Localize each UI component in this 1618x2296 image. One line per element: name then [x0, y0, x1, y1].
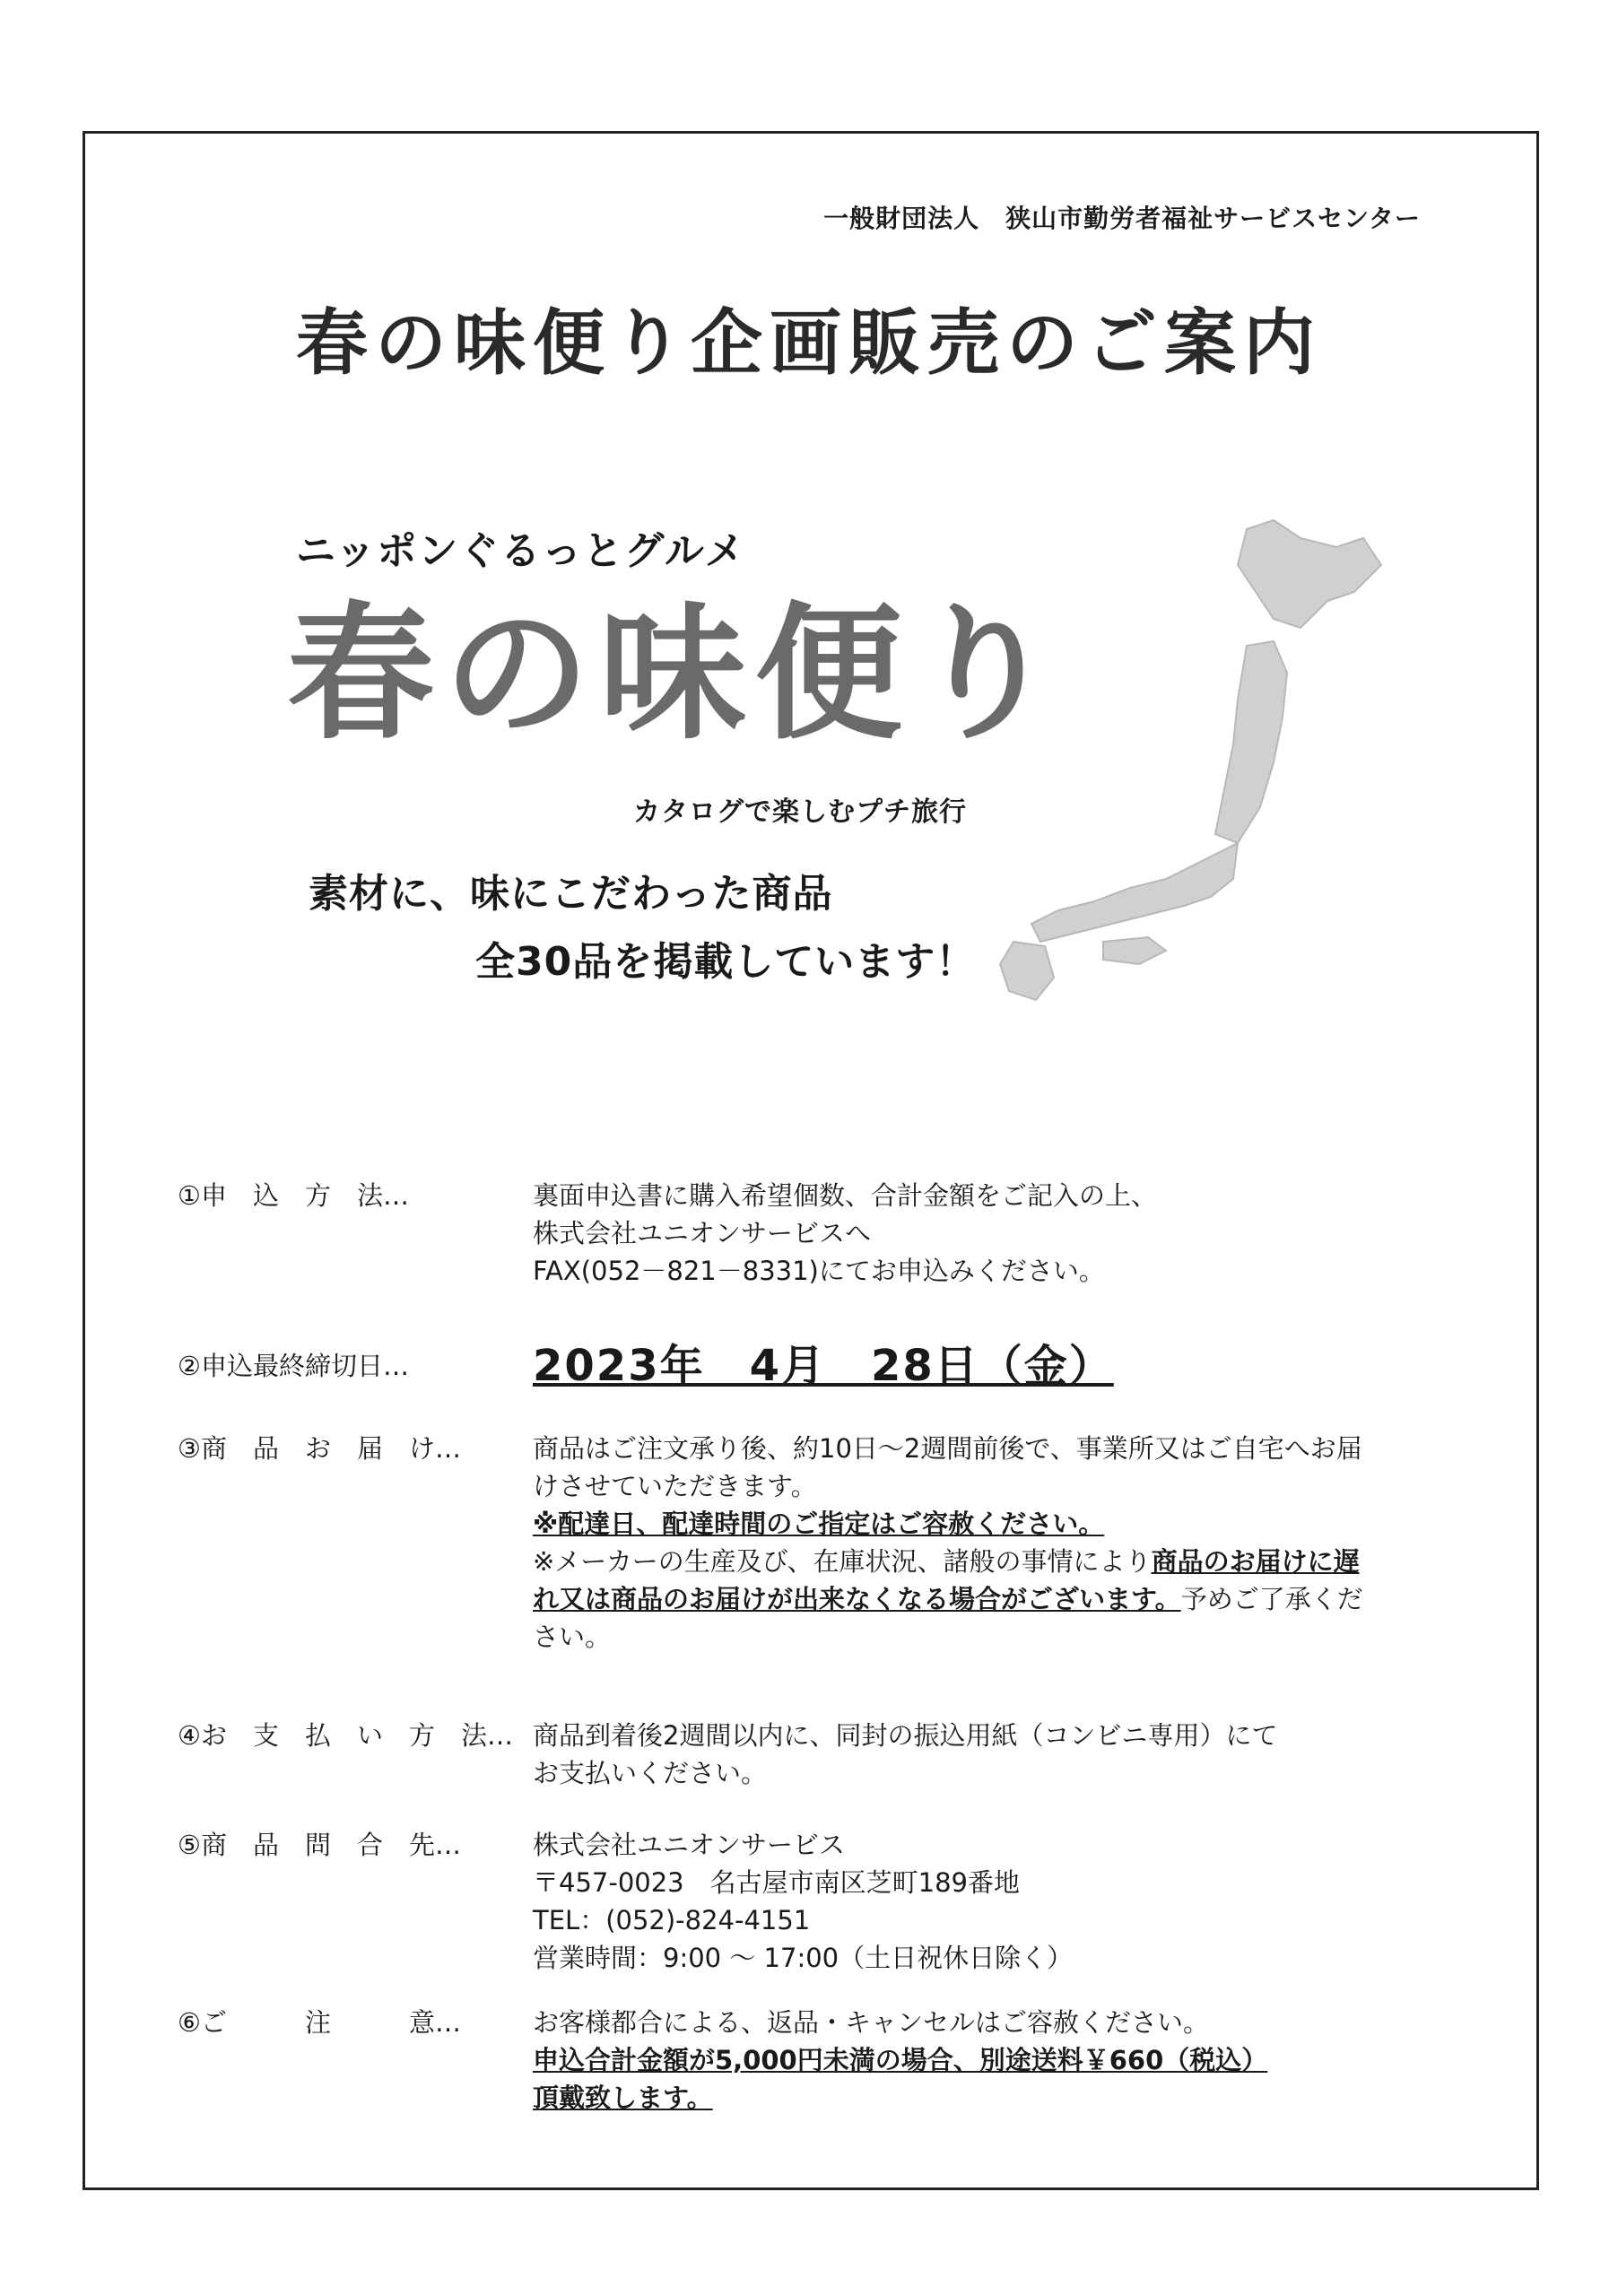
delivery-body — [533, 1430, 1469, 1656]
delivery-note-underlined: れ又は商品のお届けが出来なくなる場合がございます。 — [533, 1584, 1181, 1614]
delivery-note — [533, 1580, 1469, 1618]
notes-body — [533, 2004, 1469, 2117]
delivery-note — [533, 1505, 1469, 1543]
method-body — [533, 1177, 1469, 1290]
method-line: 株式会社ユニオンサービスへ — [533, 1218, 872, 1248]
method-label: ①申 込 方 法… — [178, 1180, 409, 1211]
notes-underlined: 申込合計金額が5,000円未満の場合、別途送料￥660（税込） — [533, 2045, 1268, 2075]
deadline-date: 2023年 4月 28日（金） — [533, 1341, 1114, 1391]
contact-label: ⑤商 品 問 合 先… — [178, 1830, 461, 1860]
delivery-label: ③商 品 お 届 け… — [178, 1433, 461, 1464]
payment-label: ④お 支 払 い 方 法… — [178, 1720, 513, 1751]
catalog-title: 春の味便り — [287, 588, 1068, 760]
page-title: 春の味便り企画販売のご案内 — [296, 301, 1322, 385]
delivery-line: 商品はご注文承り後、約10日～2週間前後で、事業所又はご自宅へお届 — [533, 1433, 1362, 1464]
contact-address: 〒457-0023 名古屋市南区芝町189番地 — [533, 1867, 1020, 1898]
method-line: 裏面申込書に購入希望個数、合計金額をご記入の上、 — [533, 1180, 1158, 1211]
delivery-note: さい。 — [533, 1622, 612, 1652]
payment-line: 商品到着後2週間以内に、同封の振込用紙（コンビニ専用）にて — [533, 1720, 1278, 1751]
delivery-note — [533, 1543, 1469, 1580]
notes-line — [533, 2041, 1469, 2079]
delivery-section — [178, 1430, 1469, 1656]
notes-underlined: 頂戴致します。 — [533, 2083, 713, 2113]
fax-line: FAX(052－821－8331)にてお申込みください。 — [533, 1256, 1105, 1286]
payment-section — [178, 1717, 1469, 1792]
payment-body — [533, 1717, 1469, 1792]
contact-hours: 営業時間：9:00 ～ 17:00（土日祝休日除く） — [533, 1943, 1074, 1973]
lead-text-2: 全30品を掲載しています！ — [475, 939, 977, 985]
delivery-note-underlined: 商品のお届けに遅 — [1151, 1546, 1360, 1577]
organization-name: 一般財団法人 狭山市勤労者福祉サービスセンター — [823, 204, 1421, 233]
delivery-note-underlined: ※配達日、配達時間のご指定はご容赦ください。 — [533, 1509, 1105, 1539]
notes-section — [178, 2004, 1469, 2117]
deadline-label: ②申込最終締切日… — [178, 1351, 409, 1381]
contact-company: 株式会社ユニオンサービス — [533, 1830, 846, 1860]
notes-label: ⑥ご 注 意… — [178, 2007, 461, 2038]
delivery-note-text: ※メーカーの生産及び、在庫状況、諸般の事情により — [533, 1546, 1152, 1577]
lead-text-1: 素材に、味にこだわった商品 — [309, 871, 833, 917]
payment-line: お支払いください。 — [533, 1758, 768, 1788]
contact-body — [533, 1826, 1469, 1977]
catalog-subtitle: カタログで楽しむプチ旅行 — [633, 796, 967, 828]
notes-line — [533, 2079, 1469, 2117]
info-list — [178, 1177, 1469, 2117]
contact-tel: TEL：(052)-824-4151 — [533, 1905, 811, 1935]
method-section — [178, 1177, 1469, 1290]
catch-copy: ニッポンぐるっとグルメ — [296, 528, 746, 574]
delivery-line: けさせていただきます。 — [533, 1471, 817, 1501]
notes-line: お客様都合による、返品・キャンセルはご容赦ください。 — [533, 2007, 1210, 2038]
delivery-note-text: 予めご了承くだ — [1180, 1584, 1363, 1614]
deadline-section — [178, 1342, 1469, 1390]
contact-section — [178, 1826, 1469, 1977]
deadline-body — [533, 1342, 1469, 1390]
